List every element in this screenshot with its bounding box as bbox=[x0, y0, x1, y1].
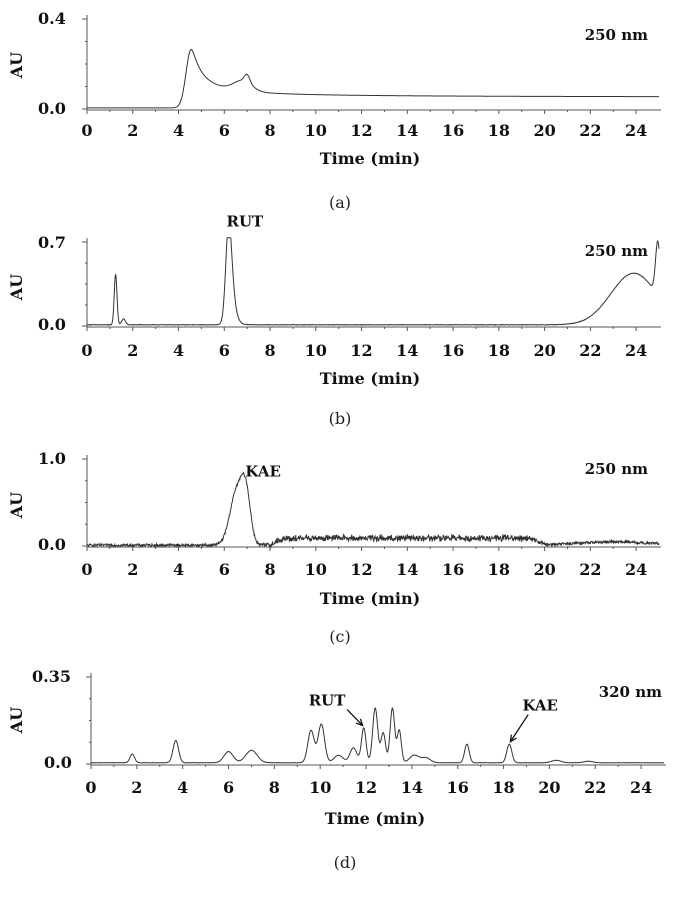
chromatogram-trace bbox=[87, 473, 659, 547]
y-tick-label-bottom: 0.0 bbox=[38, 535, 66, 554]
x-tick-label: 4 bbox=[172, 560, 185, 579]
x-tick-label: 6 bbox=[218, 121, 230, 140]
peak-annotation: RUT bbox=[226, 212, 264, 231]
wavelength-label: 320 nm bbox=[598, 683, 662, 701]
y-axis-title: AU bbox=[7, 51, 26, 79]
x-tick-label: 2 bbox=[127, 341, 139, 360]
chromatogram-trace bbox=[87, 238, 659, 325]
x-tick-label: 4 bbox=[177, 778, 189, 797]
x-tick-label: 20 bbox=[538, 778, 561, 797]
x-axis-title: Time (min) bbox=[324, 809, 426, 828]
panel-label: (a) bbox=[328, 193, 352, 212]
y-tick-label-top: 0.35 bbox=[32, 667, 71, 686]
x-tick-label: 14 bbox=[396, 341, 419, 360]
x-tick-label: 18 bbox=[487, 121, 510, 140]
x-tick-label: 24 bbox=[624, 121, 648, 140]
x-tick-label: 4 bbox=[172, 121, 185, 140]
x-tick-label: 20 bbox=[533, 341, 556, 360]
x-tick-label: 24 bbox=[624, 341, 648, 360]
x-tick-label: 0 bbox=[81, 560, 93, 579]
x-tick-label: 4 bbox=[172, 341, 185, 360]
x-tick-label: 10 bbox=[304, 121, 327, 140]
x-tick-label: 24 bbox=[629, 778, 653, 797]
x-tick-label: 16 bbox=[441, 560, 465, 579]
x-tick-label: 6 bbox=[222, 778, 235, 797]
y-tick-label-bottom: 0.0 bbox=[38, 315, 66, 334]
y-tick-label-top: 0.4 bbox=[38, 9, 66, 28]
panel-b bbox=[7, 212, 661, 428]
peak-annotation: KAE bbox=[245, 462, 281, 481]
x-axis-title: Time (min) bbox=[319, 369, 421, 388]
y-tick-label-bottom: 0.0 bbox=[38, 99, 66, 118]
annotation-arrow bbox=[347, 710, 363, 726]
x-tick-label: 18 bbox=[492, 778, 515, 797]
x-tick-label: 6 bbox=[218, 560, 230, 579]
x-tick-label: 14 bbox=[396, 560, 419, 579]
x-tick-label: 0 bbox=[85, 778, 97, 797]
x-tick-label: 18 bbox=[487, 560, 510, 579]
x-tick-label: 20 bbox=[533, 121, 556, 140]
x-tick-label: 16 bbox=[441, 341, 465, 360]
x-tick-label: 14 bbox=[396, 121, 419, 140]
x-tick-label: 12 bbox=[350, 560, 373, 579]
x-tick-label: 2 bbox=[127, 121, 139, 140]
x-tick-label: 16 bbox=[441, 121, 465, 140]
panel-c bbox=[7, 449, 661, 646]
x-tick-label: 8 bbox=[264, 121, 276, 140]
x-tick-label: 18 bbox=[487, 341, 510, 360]
panel-a bbox=[7, 9, 661, 212]
y-axis-title: AU bbox=[7, 706, 26, 734]
x-tick-label: 0 bbox=[81, 341, 93, 360]
x-tick-label: 10 bbox=[304, 560, 327, 579]
wavelength-label: 250 nm bbox=[584, 460, 648, 478]
panel-label: (d) bbox=[333, 853, 357, 872]
y-axis-title: AU bbox=[7, 491, 26, 519]
y-axis-title: AU bbox=[7, 273, 26, 301]
x-tick-label: 12 bbox=[354, 778, 378, 797]
x-tick-label: 8 bbox=[264, 341, 276, 360]
x-axis-title: Time (min) bbox=[319, 149, 421, 168]
annotation-arrow bbox=[510, 715, 528, 742]
x-tick-label: 8 bbox=[264, 560, 276, 579]
x-tick-label: 0 bbox=[81, 121, 93, 140]
peak-annotation: RUT bbox=[308, 691, 346, 710]
y-tick-label-bottom: 0.0 bbox=[44, 753, 72, 772]
x-tick-label: 22 bbox=[579, 560, 602, 579]
chromatogram-trace bbox=[87, 49, 659, 107]
x-tick-label: 24 bbox=[624, 560, 648, 579]
x-axis-title: Time (min) bbox=[319, 589, 421, 608]
x-tick-label: 8 bbox=[268, 778, 280, 797]
chromatogram-trace bbox=[91, 708, 664, 763]
x-tick-label: 12 bbox=[350, 341, 373, 360]
x-tick-label: 22 bbox=[579, 341, 602, 360]
peak-annotation: KAE bbox=[522, 696, 558, 715]
panel-d bbox=[7, 667, 666, 872]
wavelength-label: 250 nm bbox=[584, 26, 648, 44]
x-tick-label: 14 bbox=[400, 778, 424, 797]
x-tick-label: 6 bbox=[218, 341, 230, 360]
y-tick-label-top: 1.0 bbox=[38, 449, 66, 468]
x-tick-label: 10 bbox=[309, 778, 332, 797]
panel-label: (b) bbox=[328, 409, 352, 428]
y-tick-label-top: 0.7 bbox=[38, 233, 66, 252]
panel-label: (c) bbox=[329, 627, 351, 646]
wavelength-label: 250 nm bbox=[584, 242, 648, 260]
x-tick-label: 16 bbox=[446, 778, 469, 797]
x-tick-label: 2 bbox=[127, 560, 139, 579]
x-tick-label: 20 bbox=[533, 560, 556, 579]
x-tick-label: 22 bbox=[584, 778, 607, 797]
x-tick-label: 12 bbox=[350, 121, 373, 140]
x-tick-label: 22 bbox=[579, 121, 602, 140]
x-tick-label: 2 bbox=[131, 778, 143, 797]
x-tick-label: 10 bbox=[304, 341, 327, 360]
